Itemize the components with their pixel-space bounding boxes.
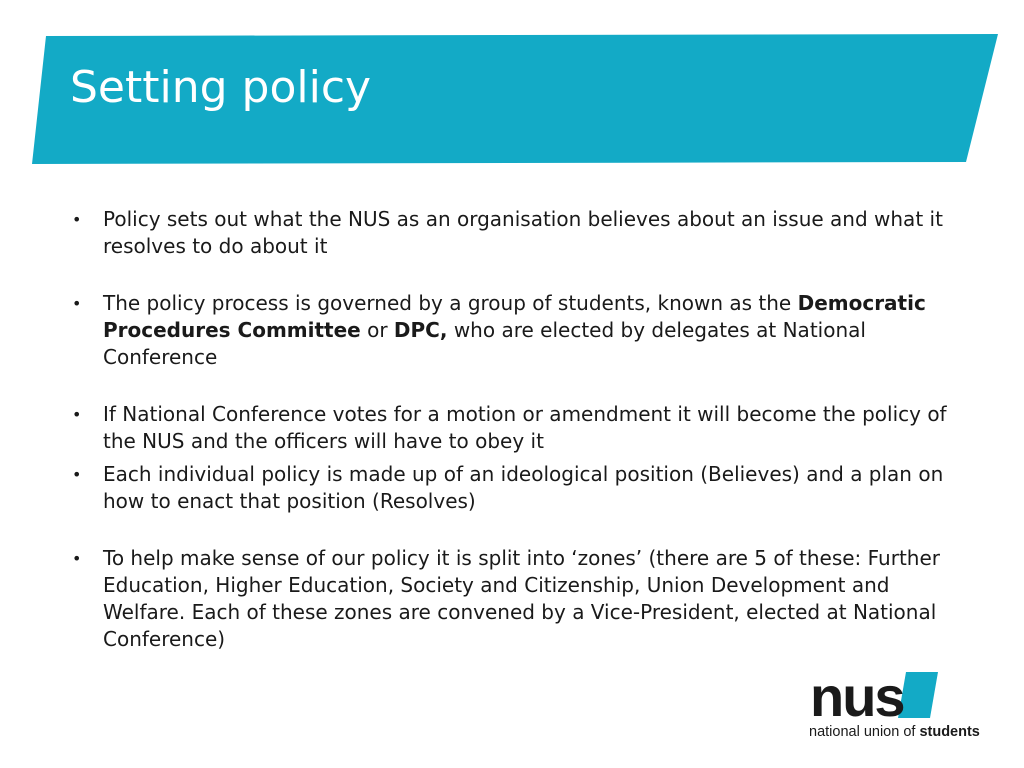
bullet-text: If National Conference votes for a motion or amendment it will become the policy of the NUS and the officers will have to obey it (103, 402, 947, 453)
bullet-marker: • (72, 210, 82, 229)
slide-title: Setting policy (70, 62, 372, 113)
bullet-item (72, 401, 952, 455)
bullet-marker: • (72, 465, 82, 484)
bullet-text: To help make sense of our policy it is split into ‘zones’ (there are 5 of these: Further Education, Higher Education, Society and Citizenship, Union Development and Welfare. Each of these zones are convened by a Vice-President, elected at National Conference) (103, 546, 940, 651)
bullet-item (72, 545, 952, 653)
bullet-text-tail: who are elected by delegates at National Conference (103, 318, 866, 369)
logo-tagline-regular: national union of (809, 724, 920, 740)
bullet-list (72, 206, 952, 653)
bullet-text: Policy sets out what the NUS as an organisation believes about an issue and what it resolves to do about it (103, 207, 943, 258)
bullet-text: Each individual policy is made up of an ideological position (Believes) and a plan on how to enact that position (Resolves) (103, 462, 944, 513)
title-banner (0, 0, 1024, 175)
bullet-text-connector: or (360, 318, 394, 342)
logo-wordmark: nus (810, 668, 904, 728)
bullet-item (72, 206, 952, 260)
bullet-text-lead: The policy process is governed by a group of students, known as the (103, 291, 798, 315)
bullet-marker: • (72, 549, 82, 568)
logo-tagline (809, 724, 980, 740)
bullet-marker: • (72, 405, 82, 424)
bullet-item (72, 461, 952, 515)
bullet-bold-term: Democratic Procedures Committee (103, 291, 926, 342)
bullet-bold-acronym: DPC, (393, 318, 448, 342)
bullet-marker: • (72, 294, 82, 313)
logo-accent-shape (898, 672, 938, 718)
logo-tagline-bold: students (919, 724, 980, 740)
bullet-item (72, 290, 952, 371)
